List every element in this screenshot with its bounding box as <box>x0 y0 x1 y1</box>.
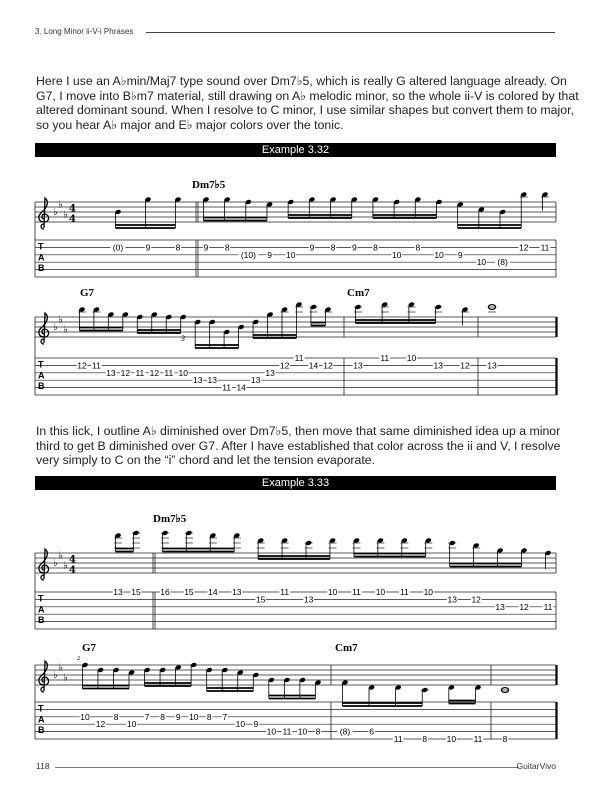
tab-fret-number: 12 <box>95 719 106 730</box>
tab-fret-number: 9 <box>145 242 151 253</box>
tab-fret-number: 11 <box>280 587 290 597</box>
treble-clef-icon <box>39 198 49 229</box>
tab-fret-number: 10 <box>446 734 457 744</box>
tuplet-number: 3 <box>181 334 185 343</box>
tab-fret-number: 8 <box>330 242 336 253</box>
tab-fret-number: 13 <box>495 601 505 612</box>
tab-fret-number: 10 <box>476 257 487 268</box>
tab-fret-number: 10 <box>178 367 189 378</box>
tab-fret-number: 12 <box>519 242 529 253</box>
page-number: 118 <box>36 761 50 771</box>
tab-fret-number: 10 <box>327 587 338 597</box>
tab-fret-number: 12 <box>323 360 333 371</box>
tab-fret-number: 15 <box>256 594 266 605</box>
tab-fret-number: 8 <box>224 242 230 253</box>
paragraph-line: third to get B diminished over G7. After I have established that color across the ii and V, I resolve <box>36 438 561 453</box>
tab-fret-number: 13 <box>113 587 123 597</box>
chord-symbol: G7 <box>80 287 95 299</box>
tab-clef-letter: T <box>38 241 44 252</box>
tab-fret-number: 14 <box>236 382 246 393</box>
flat-icon: ♭ <box>63 560 68 572</box>
chord-symbol: Dm7♭5 <box>153 513 187 525</box>
tab-fret-number: 11 <box>164 367 174 378</box>
tab-fret-number: 10 <box>188 711 199 722</box>
chord-symbol: Cm7 <box>347 287 370 299</box>
tab-fret-number: 13 <box>106 367 116 378</box>
tab-fret-number: 10 <box>80 711 90 722</box>
treble-clef-icon <box>39 549 49 580</box>
tab-fret-number: 12 <box>279 360 290 371</box>
tab-fret-number: 15 <box>184 587 194 597</box>
tab-fret-number: 12 <box>519 601 529 612</box>
tab-fret-number: 8 <box>160 711 166 722</box>
tab-fret-number: 10 <box>126 719 137 730</box>
flat-icon: ♭ <box>53 322 58 333</box>
tab-fret-number: 9 <box>309 242 315 253</box>
chord-symbol: Dm7♭5 <box>192 179 226 191</box>
tab-fret-number: (8) <box>339 726 351 737</box>
tab-fret-number: 13 <box>433 360 443 371</box>
tab-fret-number: 12 <box>149 367 160 378</box>
tab-fret-number: 9 <box>203 242 209 253</box>
tab-fret-number: 8 <box>422 734 428 744</box>
tab-fret-number: 13 <box>232 587 242 597</box>
paragraph-line: so you hear A♭ major and E♭ major colors over the tonic. <box>36 117 344 132</box>
tab-fret-number: 8 <box>315 726 321 737</box>
tab-fret-number: 11 <box>135 367 145 378</box>
paragraph-line: altered dominant sound. When I resolve to C minor, I use similar shapes but convert them to major, <box>36 103 574 118</box>
tab-fret-number: 13 <box>487 360 497 371</box>
tab-fret-number: 11 <box>543 601 553 612</box>
tab-fret-number: 9 <box>267 249 272 260</box>
tab-fret-number: 10 <box>286 249 296 260</box>
flat-icon: ♭ <box>58 550 63 562</box>
flat-icon: ♭ <box>58 314 63 326</box>
tab-fret-number: 11 <box>282 726 292 737</box>
chord-symbol: Cm7 <box>335 642 358 654</box>
tab-clef-letter: B <box>38 263 45 274</box>
tab-fret-number: 10 <box>375 587 386 597</box>
chapter-header: 3. Long Minor ii-V-i Phrases <box>35 27 134 36</box>
tab-clef-letter: T <box>38 593 44 604</box>
tab-fret-number: 10 <box>266 726 277 737</box>
tab-fret-number: 8 <box>175 242 181 253</box>
paragraph-line: G7, I move into B♭m7 material, still drawing on A♭ melodic minor, so the whole ii-V is colored by that <box>36 88 579 103</box>
flat-icon: ♭ <box>53 558 58 569</box>
tab-fret-number: 12 <box>471 594 481 605</box>
tab-fret-number: 11 <box>352 587 361 597</box>
tab-fret-number: 13 <box>447 594 457 605</box>
flat-icon: ♭ <box>53 670 58 681</box>
tab-fret-number: 7 <box>144 711 150 722</box>
treble-clef-icon <box>39 313 49 344</box>
tab-fret-number: 14 <box>208 587 218 597</box>
flat-icon: ♭ <box>58 662 63 674</box>
flat-icon: ♭ <box>58 199 63 211</box>
tab-fret-number: 7 <box>222 711 228 722</box>
tab-fret-number: 9 <box>175 711 181 722</box>
tab-fret-number: (0) <box>112 242 124 253</box>
tab-fret-number: 11 <box>380 353 390 363</box>
tab-fret-number: 11 <box>540 242 550 253</box>
tab-fret-number: 8 <box>373 242 378 253</box>
example-title-bar: Example 3.32 <box>35 143 556 157</box>
tab-fret-number: 6 <box>369 726 374 737</box>
tab-fret-number: 8 <box>113 711 119 722</box>
tab-clef-letter: A <box>38 252 45 263</box>
footer-brand: GuitarVivo <box>516 761 556 771</box>
tab-fret-number: 12 <box>460 360 470 371</box>
tab-fret-number: 12 <box>77 360 87 371</box>
treble-clef-icon <box>39 661 49 692</box>
flat-icon: ♭ <box>63 324 68 336</box>
flat-icon: ♭ <box>53 207 58 218</box>
tab-fret-number: 8 <box>206 711 212 722</box>
tab-fret-number: 10 <box>434 249 444 260</box>
tab-fret-number: 13 <box>250 375 261 386</box>
example-title-bar: Example 3.33 <box>35 476 556 490</box>
tab-fret-number: 13 <box>353 360 363 371</box>
tab-clef-letter: A <box>38 604 45 615</box>
tab-clef-letter: A <box>38 370 45 381</box>
tab-fret-number: 8 <box>502 734 508 744</box>
paragraph-line: very simply to C on the “i” chord and let the tension evaporate. <box>36 453 376 468</box>
tab-fret-number: 13 <box>207 375 217 386</box>
time-signature-top: 4 <box>69 203 76 215</box>
tab-clef-letter: T <box>38 703 44 714</box>
tab-fret-number: 11 <box>92 360 101 371</box>
tab-fret-number: 12 <box>120 367 131 378</box>
tab-clef-letter: B <box>38 615 45 626</box>
flat-icon: ♭ <box>63 209 68 221</box>
tab-fret-number: 9 <box>253 719 259 730</box>
tab-fret-number: 10 <box>423 587 434 597</box>
tab-clef-letter: T <box>38 359 44 370</box>
tab-fret-number: 11 <box>473 734 483 744</box>
paragraph-line: Here I use an A♭min/Maj7 type sound over Dm7♭5, which is really G altered language already. On <box>36 74 567 88</box>
tab-fret-number: 8 <box>415 242 421 253</box>
tab-fret-number: 10 <box>297 726 308 737</box>
flat-icon: ♭ <box>63 672 68 684</box>
tab-fret-number: 11 <box>294 353 304 363</box>
time-signature-bottom: 4 <box>69 214 76 225</box>
tab-fret-number: 16 <box>160 587 170 597</box>
tab-fret-number: 14 <box>308 360 319 371</box>
tab-fret-number: 13 <box>193 375 203 386</box>
tab-fret-number: 13 <box>265 367 275 378</box>
time-signature-bottom: 4 <box>69 565 76 576</box>
tab-fret-number: (10) <box>240 249 256 260</box>
tab-fret-number: 9 <box>457 249 463 260</box>
paragraph-line: In this lick, I outline A♭ diminished over Dm7♭5, then move that same diminished idea up a minor <box>36 424 561 438</box>
tab-fret-number: 11 <box>399 587 409 597</box>
grace-number: 2 <box>77 656 80 662</box>
tab-fret-number: 13 <box>303 594 314 605</box>
tab-fret-number: 11 <box>222 382 232 393</box>
tab-fret-number: 15 <box>131 587 141 597</box>
tab-fret-number: 11 <box>393 734 403 744</box>
tab-fret-number: (8) <box>497 257 508 268</box>
tab-fret-number: 10 <box>406 353 417 363</box>
tab-clef-letter: B <box>38 725 45 736</box>
chord-symbol: G7 <box>82 642 97 654</box>
tab-clef-letter: A <box>38 714 45 725</box>
time-signature-top: 4 <box>69 554 76 566</box>
tab-fret-number: 10 <box>391 249 402 260</box>
footer-divider <box>55 767 519 768</box>
tab-fret-number: 10 <box>235 719 246 730</box>
tab-clef-letter: B <box>38 381 45 392</box>
tab-fret-number: 9 <box>351 242 357 253</box>
